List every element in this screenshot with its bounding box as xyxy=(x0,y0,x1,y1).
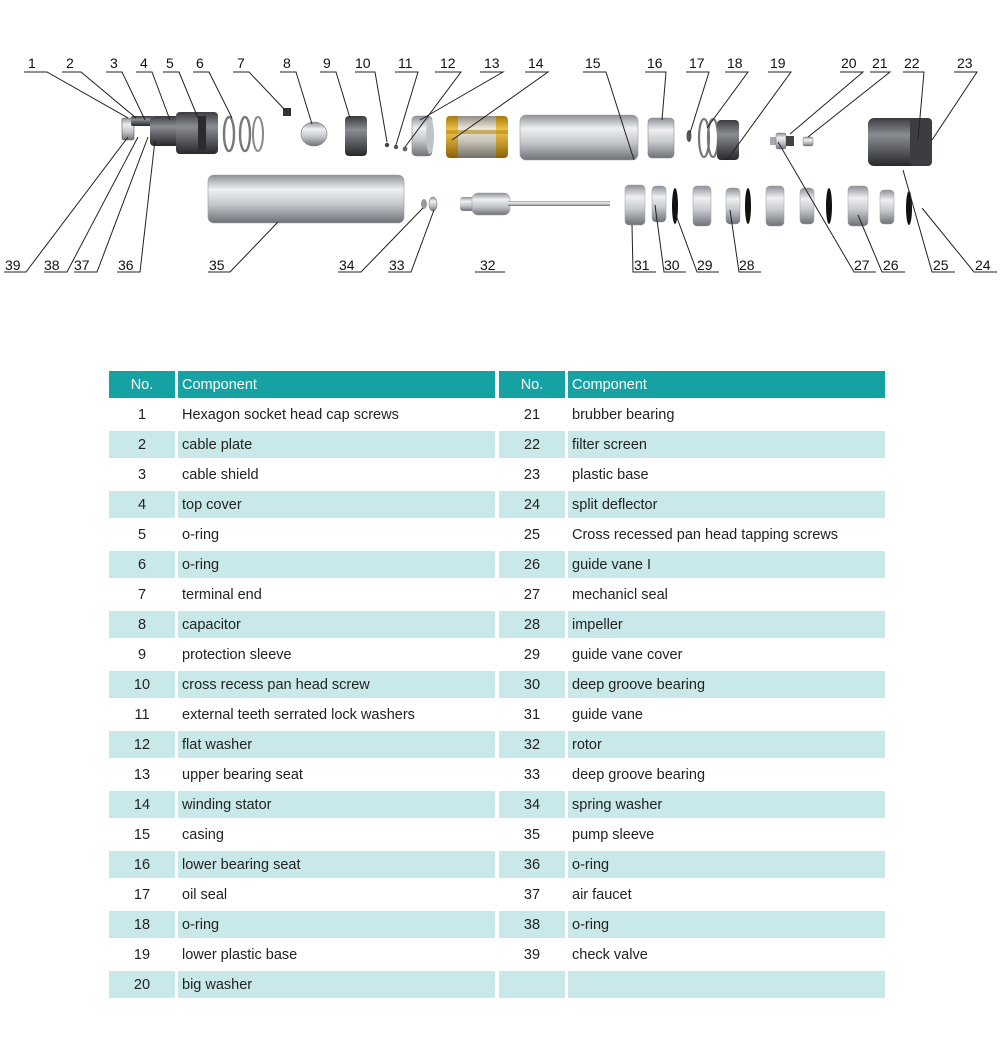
callout-22: 22 xyxy=(904,55,920,71)
table-row xyxy=(109,491,495,521)
callout-14: 14 xyxy=(528,55,544,71)
row-no: 29 xyxy=(499,641,568,671)
row-component: Cross recessed pan head tapping screws xyxy=(568,521,885,551)
callout-26: 26 xyxy=(883,257,899,273)
row-no: 15 xyxy=(109,821,178,851)
row-component: o-ring xyxy=(568,851,885,881)
row-component xyxy=(568,971,885,1001)
callout-6: 6 xyxy=(196,55,204,71)
callout-32: 32 xyxy=(480,257,496,273)
callout-33: 33 xyxy=(389,257,405,273)
table-row xyxy=(499,731,885,761)
row-component: guide vane xyxy=(568,701,885,731)
table-row xyxy=(109,551,495,581)
pump-sleeve-part xyxy=(208,175,404,223)
exploded-pump-diagram xyxy=(0,0,1000,290)
callout-13: 13 xyxy=(484,55,500,71)
callout-9: 9 xyxy=(323,55,331,71)
row-component: filter screen xyxy=(568,431,885,461)
table-header-row xyxy=(499,371,885,401)
row-no: 1 xyxy=(109,401,178,431)
table-row xyxy=(109,701,495,731)
row-component: spring washer xyxy=(568,791,885,821)
row-component: brubber bearing xyxy=(568,401,885,431)
table-row xyxy=(109,641,495,671)
row-component: cable plate xyxy=(178,431,495,461)
row-no: 26 xyxy=(499,551,568,581)
row-component: deep groove bearing xyxy=(568,761,885,791)
top-cover-part xyxy=(150,112,218,154)
table-header-row xyxy=(109,371,495,401)
table-row xyxy=(109,671,495,701)
callout-27: 27 xyxy=(854,257,870,273)
callout-3: 3 xyxy=(110,55,118,71)
row-component: check valve xyxy=(568,941,885,971)
row-component: casing xyxy=(178,821,495,851)
row-no: 9 xyxy=(109,641,178,671)
upper-bearing-seat-part xyxy=(412,116,434,156)
row-no: 31 xyxy=(499,701,568,731)
callout-1: 1 xyxy=(28,55,36,71)
o-ring-18-part xyxy=(699,119,718,157)
row-component: rotor xyxy=(568,731,885,761)
callouts-bottom xyxy=(5,257,991,273)
row-no: 24 xyxy=(499,491,568,521)
row-component: capacitor xyxy=(178,611,495,641)
table-row xyxy=(109,611,495,641)
cable-plate-part xyxy=(122,116,153,140)
row-component: guide vane I xyxy=(568,551,885,581)
row-component: top cover xyxy=(178,491,495,521)
callout-11: 11 xyxy=(398,55,413,71)
callout-16: 16 xyxy=(647,55,663,71)
row-no: 25 xyxy=(499,521,568,551)
row-no: 39 xyxy=(499,941,568,971)
table-row xyxy=(109,791,495,821)
callout-7: 7 xyxy=(237,55,245,71)
row-no: 37 xyxy=(499,881,568,911)
table-row xyxy=(499,881,885,911)
row-no: 17 xyxy=(109,881,178,911)
table-row xyxy=(109,581,495,611)
table-row xyxy=(499,821,885,851)
callout-31: 31 xyxy=(634,257,650,273)
row-no: 10 xyxy=(109,671,178,701)
callout-2: 2 xyxy=(66,55,74,71)
table-row xyxy=(109,761,495,791)
callout-19: 19 xyxy=(770,55,786,71)
callout-28: 28 xyxy=(739,257,755,273)
row-component: impeller xyxy=(568,611,885,641)
callout-34: 34 xyxy=(339,257,355,273)
row-component: Hexagon socket head cap screws xyxy=(178,401,495,431)
o-ring-5-part xyxy=(224,117,234,151)
table-row xyxy=(109,821,495,851)
rotor-part xyxy=(460,193,610,215)
row-no: 19 xyxy=(109,941,178,971)
table-row xyxy=(499,791,885,821)
header-no: No. xyxy=(499,371,568,401)
row-component: cable shield xyxy=(178,461,495,491)
table-row xyxy=(499,911,885,941)
table-row xyxy=(499,461,885,491)
row-no: 2 xyxy=(109,431,178,461)
header-component: Component xyxy=(178,371,495,401)
row-no: 6 xyxy=(109,551,178,581)
row-component: air faucet xyxy=(568,881,885,911)
row-no: 27 xyxy=(499,581,568,611)
row-no: 20 xyxy=(109,971,178,1001)
table-row xyxy=(499,431,885,461)
row-component: protection sleeve xyxy=(178,641,495,671)
callout-23: 23 xyxy=(957,55,973,71)
table-row xyxy=(499,401,885,431)
header-no: No. xyxy=(109,371,178,401)
table-row xyxy=(499,521,885,551)
table-row xyxy=(109,971,495,1001)
row-component: lower bearing seat xyxy=(178,851,495,881)
table-row xyxy=(499,581,885,611)
row-no: 30 xyxy=(499,671,568,701)
table-row xyxy=(109,401,495,431)
lower-bearing-seat-part xyxy=(648,118,674,158)
bearing-33-part xyxy=(429,197,437,211)
callout-35: 35 xyxy=(209,257,225,273)
row-component: guide vane cover xyxy=(568,641,885,671)
casing-part xyxy=(520,115,638,160)
row-no: 36 xyxy=(499,851,568,881)
component-table-right xyxy=(499,371,885,1001)
row-component: external teeth serrated lock washers xyxy=(178,701,495,731)
spring-washer-part xyxy=(421,199,427,209)
row-component: oil seal xyxy=(178,881,495,911)
row-no: 3 xyxy=(109,461,178,491)
table-row xyxy=(499,641,885,671)
table-row xyxy=(499,941,885,971)
table-row xyxy=(109,911,495,941)
row-component: pump sleeve xyxy=(568,821,885,851)
row-component: o-ring xyxy=(178,551,495,581)
rubber-bearing-part xyxy=(803,137,813,146)
callout-21: 21 xyxy=(872,55,888,71)
row-no: 4 xyxy=(109,491,178,521)
row-no xyxy=(499,971,568,1001)
row-no: 23 xyxy=(499,461,568,491)
component-table-left xyxy=(109,371,495,1001)
row-no: 28 xyxy=(499,611,568,641)
row-no: 33 xyxy=(499,761,568,791)
row-no: 16 xyxy=(109,851,178,881)
callout-18: 18 xyxy=(727,55,743,71)
table-row xyxy=(109,461,495,491)
protection-sleeve-part xyxy=(345,116,367,156)
callout-5: 5 xyxy=(166,55,174,71)
callout-24: 24 xyxy=(975,257,991,273)
table-row xyxy=(499,971,885,1001)
row-component: o-ring xyxy=(568,911,885,941)
callout-15: 15 xyxy=(585,55,601,71)
table-row xyxy=(499,761,885,791)
callout-38: 38 xyxy=(44,257,60,273)
big-washer-part xyxy=(770,133,794,149)
table-row xyxy=(109,431,495,461)
row-no: 34 xyxy=(499,791,568,821)
row-component: o-ring xyxy=(178,521,495,551)
row-component: big washer xyxy=(178,971,495,1001)
callout-20: 20 xyxy=(841,55,857,71)
callout-8: 8 xyxy=(283,55,291,71)
table-row xyxy=(109,881,495,911)
lower-plastic-base-part xyxy=(717,120,739,160)
row-component: mechanicl seal xyxy=(568,581,885,611)
row-no: 18 xyxy=(109,911,178,941)
row-component: upper bearing seat xyxy=(178,761,495,791)
row-no: 35 xyxy=(499,821,568,851)
row-no: 14 xyxy=(109,791,178,821)
row-no: 38 xyxy=(499,911,568,941)
row-no: 7 xyxy=(109,581,178,611)
row-no: 11 xyxy=(109,701,178,731)
row-no: 12 xyxy=(109,731,178,761)
callout-39: 39 xyxy=(5,257,21,273)
callout-36: 36 xyxy=(118,257,134,273)
row-component: lower plastic base xyxy=(178,941,495,971)
row-component: deep groove bearing xyxy=(568,671,885,701)
table-row xyxy=(109,941,495,971)
row-no: 8 xyxy=(109,611,178,641)
row-no: 5 xyxy=(109,521,178,551)
o-ring-6-part xyxy=(240,117,250,151)
table-row xyxy=(499,851,885,881)
table-row xyxy=(109,731,495,761)
callouts-top xyxy=(28,55,973,71)
table-row xyxy=(499,491,885,521)
row-component: plastic base xyxy=(568,461,885,491)
row-component: split deflector xyxy=(568,491,885,521)
row-component: winding stator xyxy=(178,791,495,821)
table-row xyxy=(499,611,885,641)
stage-stack-part xyxy=(625,185,912,226)
header-component: Component xyxy=(568,371,885,401)
callout-4: 4 xyxy=(140,55,148,71)
capacitor-part xyxy=(301,122,327,146)
callout-17: 17 xyxy=(689,55,705,71)
row-no: 32 xyxy=(499,731,568,761)
callout-12: 12 xyxy=(440,55,456,71)
callout-25: 25 xyxy=(933,257,949,273)
table-row xyxy=(499,551,885,581)
filter-screen-part xyxy=(868,118,932,166)
row-component: cross recess pan head screw xyxy=(178,671,495,701)
o-ring-extra-part xyxy=(253,117,263,151)
table-row xyxy=(109,851,495,881)
table-row xyxy=(499,671,885,701)
callout-30: 30 xyxy=(664,257,680,273)
row-component: flat washer xyxy=(178,731,495,761)
table-row xyxy=(109,521,495,551)
callout-29: 29 xyxy=(697,257,713,273)
row-component: o-ring xyxy=(178,911,495,941)
leader-lines xyxy=(4,72,997,272)
table-row xyxy=(499,701,885,731)
row-no: 22 xyxy=(499,431,568,461)
row-no: 13 xyxy=(109,761,178,791)
callout-10: 10 xyxy=(355,55,371,71)
callout-37: 37 xyxy=(74,257,90,273)
row-component: terminal end xyxy=(178,581,495,611)
row-no: 21 xyxy=(499,401,568,431)
